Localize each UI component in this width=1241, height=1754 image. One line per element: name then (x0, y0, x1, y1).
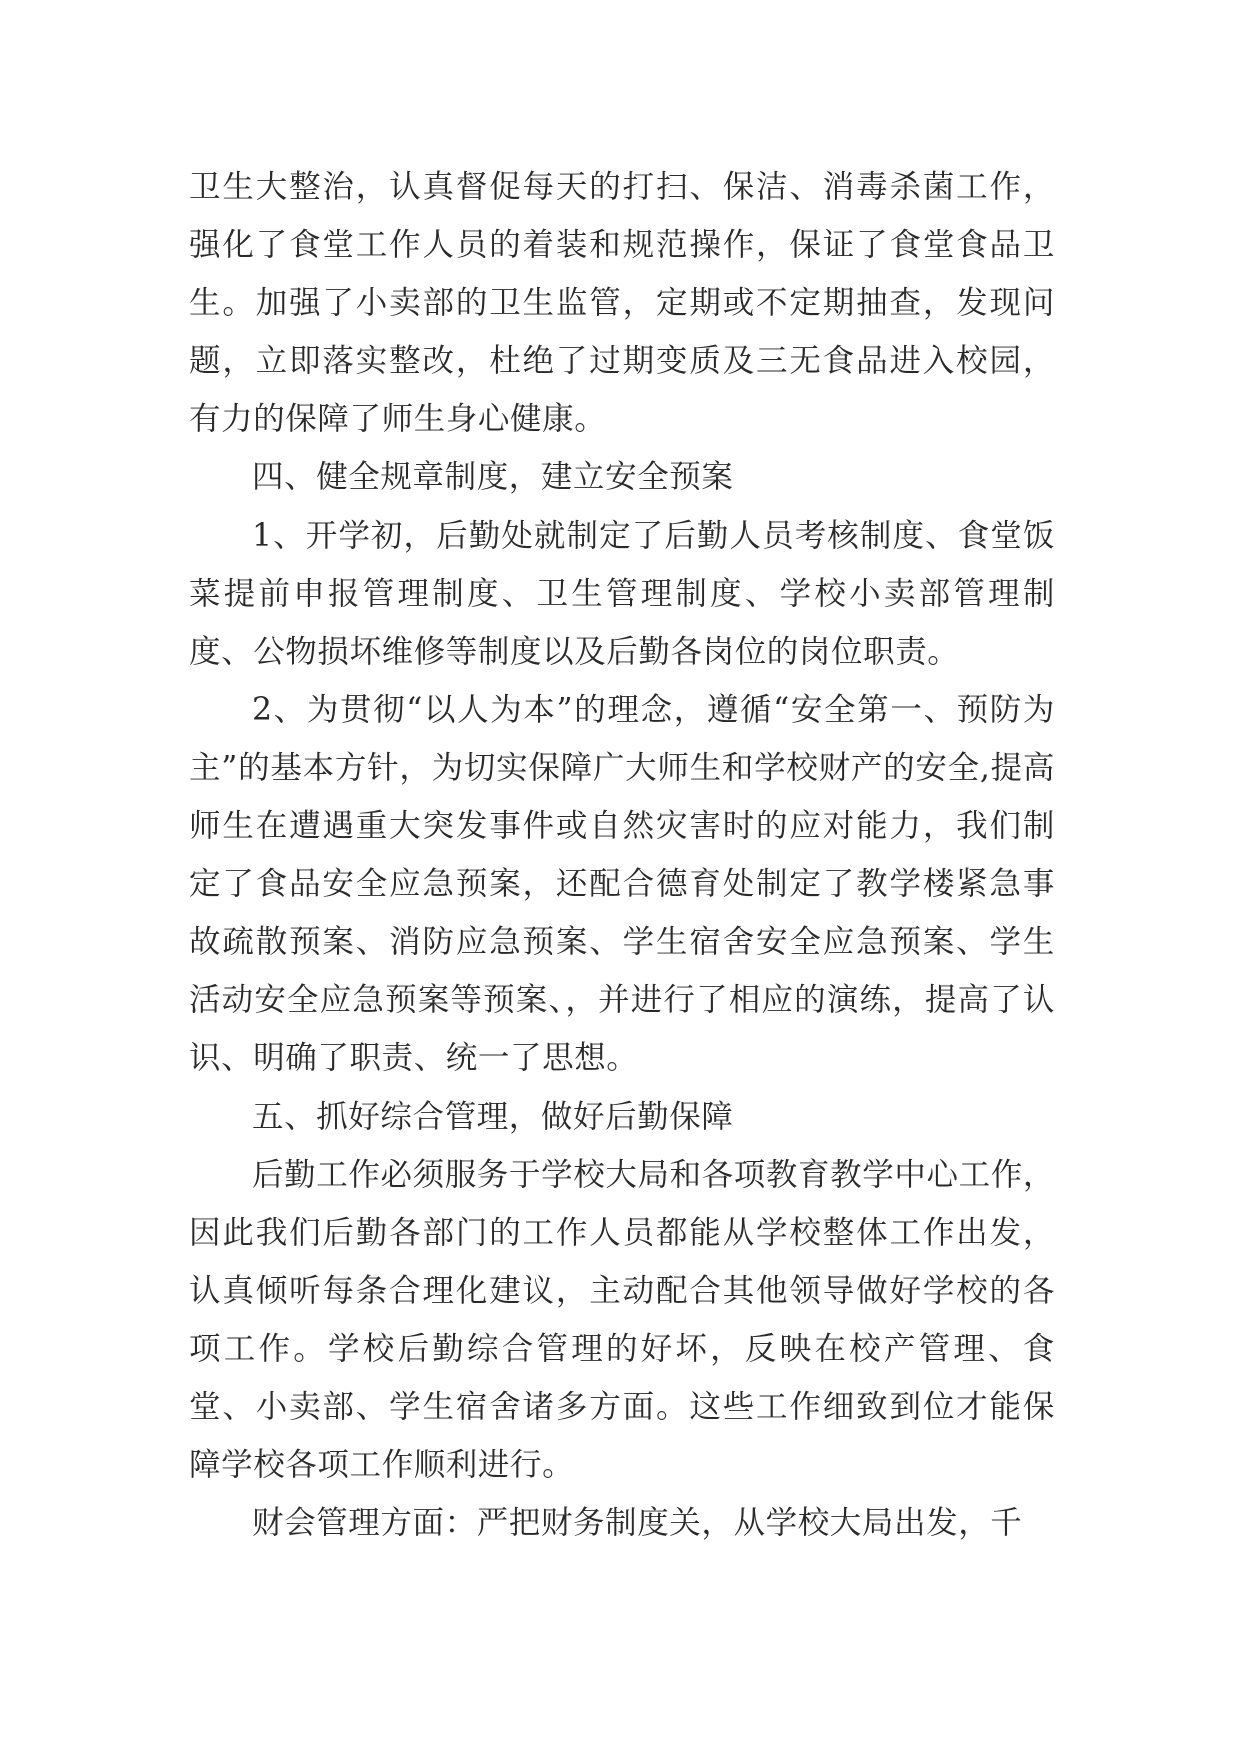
section-heading-five: 五、抓好综合管理，做好后勤保障 (252, 1098, 734, 1135)
document-body (189, 158, 1055, 1552)
paragraph-comprehensive-management: 后勤工作必须服务于学校大局和各项教育教学中心工作，因此我们后勤各部门的工作人员都能从学校整体工作出发，认真倾听每条合理化建议，主动配合其他领导做好学校的各项工作。学校后勤综合管理的好坏，反映在校产管理、食堂、小卖部、学生宿舍诸多方面。这些工作细致到位才能保障学校各项工作顺利进行。 (189, 1156, 1055, 1484)
paragraph-emergency-plans: 2、为贯彻“以人为本”的理念，遵循“安全第一、预防为主”的基本方针，为切实保障广大师生和学校财产的安全,提高师生在遭遇重大突发事件或自然灾害时的应对能力，我们制定了食品安全应急预案，还配合德育处制定了教学楼紧急事故疏散预案、消防应急预案、学生宿舍安全应急预案、学生活动安全应急预案等预案、，并进行了相应的演练，提高了认识、明确了职责、统一了思想。 (189, 691, 1055, 1077)
paragraph-finance: 财会管理方面：严把财务制度关，从学校大局出发，千 (252, 1505, 1023, 1542)
paragraph-sanitation: 卫生大整治，认真督促每天的打扫、保洁、消毒杀菌工作，强化了食堂工作人员的着装和规范操作，保证了食堂食品卫生。加强了小卖部的卫生监管，定期或不定期抽查，发现问题，立即落实整改，杜绝了过期变质及三无食品进入校园，有力的保障了师生身心健康。 (189, 169, 1055, 438)
section-heading-four: 四、健全规章制度，建立安全预案 (252, 459, 734, 496)
paragraph-regulations: 1、开学初，后勤处就制定了后勤人员考核制度、食堂饭菜提前申报管理制度、卫生管理制度、学校小卖部管理制度、公物损坏维修等制度以及后勤各岗位的岗位职责。 (189, 517, 1055, 670)
